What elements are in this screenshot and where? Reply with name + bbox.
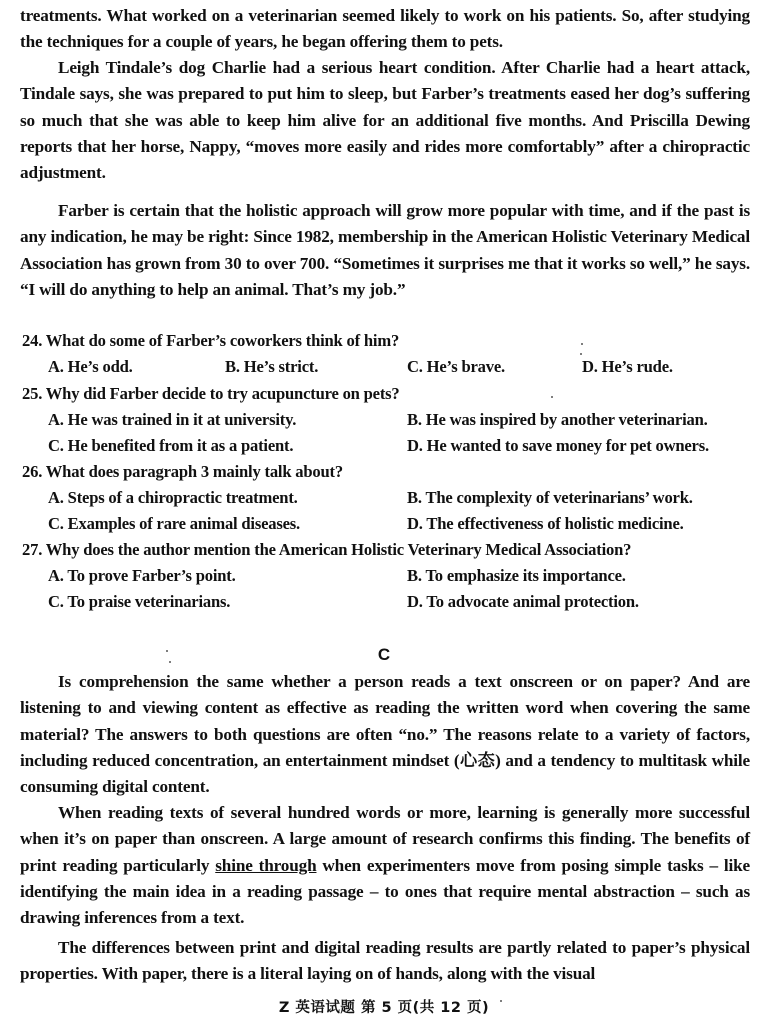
scan-speck <box>169 661 171 663</box>
paragraph-text: when experimenters move from posing simple tasks – like identifying the main idea in a reading passage – to ones that require mental abstraction – such as drawing inferences from a text. <box>20 855 750 928</box>
question-25-stem: 25. Why did Farber decide to try acupuncture on pets? <box>22 384 400 403</box>
question-25-option-a[interactable]: A. He was trained in it at university. <box>48 410 297 429</box>
question-24-stem: 24. What do some of Farber’s coworkers think of him? <box>22 331 400 350</box>
scan-speck <box>580 353 582 355</box>
section-c-heading: C <box>377 645 391 664</box>
question-26-option-b[interactable]: B. The complexity of veterinarians’ work. <box>407 488 693 507</box>
paragraph-text: Farber is certain that the holistic approach will grow more popular with time, and if the past is any indication, he may be right: Since 1982, membership in the American Holistic Veterinary Medical Association has grown from 30 to over 700. “Sometimes it surprises me that it works so well,” he says. “I will do anything to help an animal. That’s my job.” <box>20 201 750 299</box>
underlined-phrase: shine through <box>215 855 317 875</box>
question-27-stem: 27. Why does the author mention the American Holistic Veterinary Medical Association? <box>22 540 632 559</box>
paragraph-text: Leigh Tindale’s dog Charlie had a serious heart condition. After Charlie had a heart attack, Tindale says, she was prepared to put him to sleep, but Farber’s treatments eased her dog’s suffering so much that she was able to keep him alive for an additional five months. And Priscilla Dewing reports that her horse, Nappy, “moves more easily and rides more comfortably” after a chiropractic adjustment. <box>20 58 750 183</box>
paragraph-text: When reading texts of several hundred words or more, learning is generally more successful when it’s on paper than onscreen. A large amount of research confirms this finding. The benefits of print reading particularly <box>20 803 750 875</box>
paragraph-text: The differences between print and digital reading results are partly related to paper’s physical properties. With paper, there is a literal laying on of hands, along with the visual <box>20 938 750 984</box>
question-27-option-b[interactable]: B. To emphasize its importance. <box>407 566 626 585</box>
question-27-option-d[interactable]: D. To advocate animal protection. <box>407 592 639 611</box>
scan-speck <box>581 343 583 345</box>
scan-speck <box>500 1000 502 1002</box>
question-26-option-a[interactable]: A. Steps of a chiropractic treatment. <box>48 488 298 507</box>
paragraph-text: treatments. What worked on a veterinarian seemed likely to work on his patients. So, after studying the techniques for a couple of years, he began offering them to pets. <box>20 6 750 52</box>
question-26-stem: 26. What does paragraph 3 mainly talk about? <box>22 462 343 481</box>
passage-c-paragraph-1 <box>20 669 750 800</box>
question-25-option-d[interactable]: D. He wanted to save money for pet owners. <box>407 436 709 455</box>
question-25-option-b[interactable]: B. He was inspired by another veterinarian. <box>407 410 708 429</box>
passage-b-paragraph-2 <box>20 55 750 186</box>
question-24-option-d[interactable]: D. He’s rude. <box>582 357 673 376</box>
question-24-option-a[interactable]: A. He’s odd. <box>48 357 133 376</box>
passage-c-paragraph-3 <box>20 935 750 988</box>
question-24-option-c[interactable]: C. He’s brave. <box>407 357 505 376</box>
question-27-option-a[interactable]: A. To prove Farber’s point. <box>48 566 236 585</box>
question-24-option-b[interactable]: B. He’s strict. <box>225 357 319 376</box>
page-footer: Z 英语试题 第 5 页(共 12 页) <box>278 1000 490 1016</box>
question-26-option-d[interactable]: D. The effectiveness of holistic medicine. <box>407 514 684 533</box>
question-26-option-c[interactable]: C. Examples of rare animal diseases. <box>48 514 300 533</box>
passage-b-paragraph-1 <box>20 3 750 56</box>
scan-speck <box>166 650 168 652</box>
question-25-option-c[interactable]: C. He benefited from it as a patient. <box>48 436 294 455</box>
paragraph-text: Is comprehension the same whether a person reads a text onscreen or on paper? And are listening to and viewing content as effective as reading the written word when covering the same material? The answers to both questions are often “no.” The reasons relate to a variety of factors, including reduced concentration, an entertainment mindset (心态) and a tendency to multitask while consuming digital content. <box>20 672 750 797</box>
passage-c-paragraph-2 <box>20 800 750 931</box>
passage-b-paragraph-3 <box>20 198 750 303</box>
scan-speck <box>551 396 553 398</box>
question-27-option-c[interactable]: C. To praise veterinarians. <box>48 592 231 611</box>
